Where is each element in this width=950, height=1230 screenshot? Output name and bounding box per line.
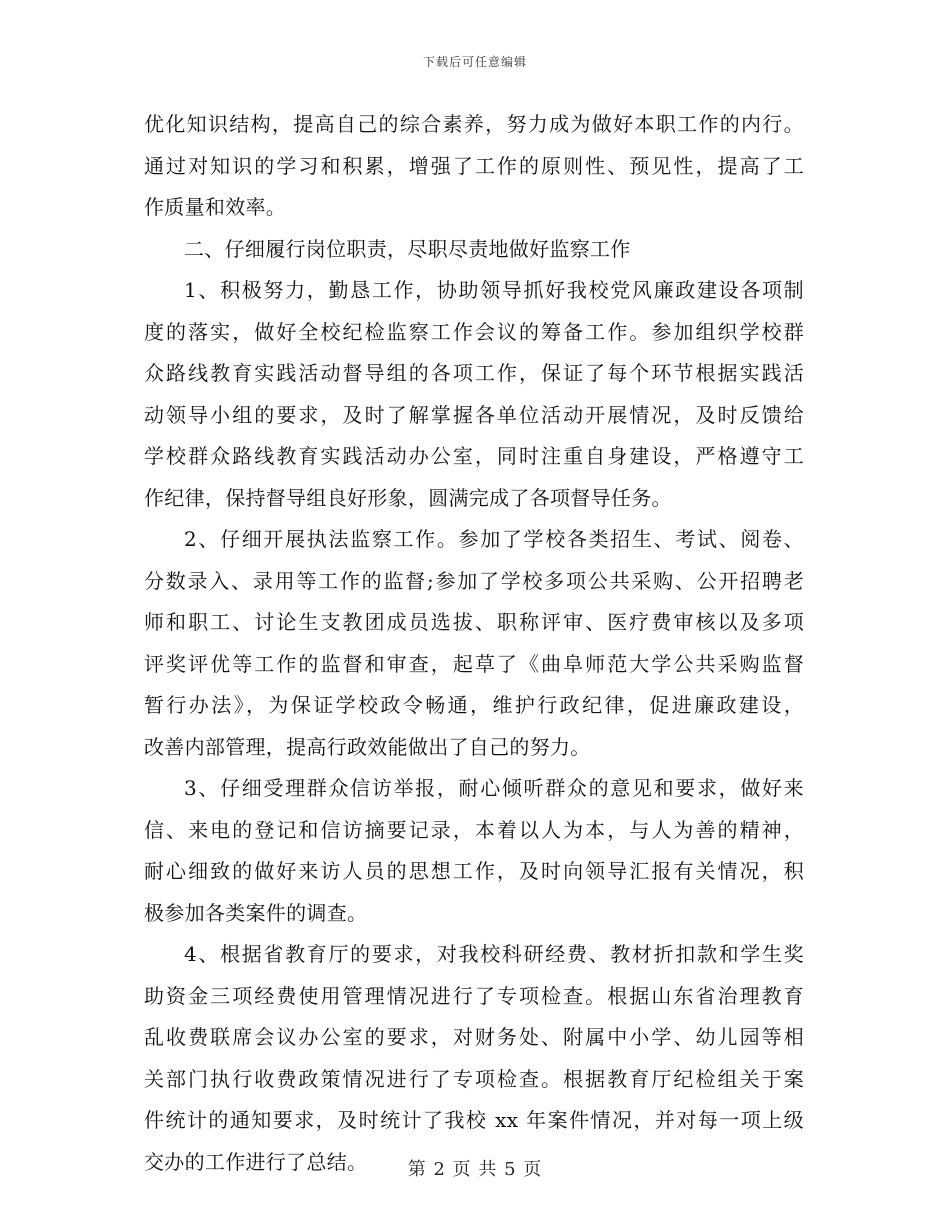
text-line: 作质量和效率。 (144, 195, 287, 219)
document-body (144, 104, 804, 1183)
page-header: 下载后可任意编辑 (422, 55, 527, 69)
text-line: 关部门执行收费政策情况进行了专项检查。根据教育厅纪检组关于案 (144, 1066, 804, 1091)
text-line: 动领导小组的要求，及时了解掌握各单位活动开展情况，及时反馈给 (144, 402, 804, 427)
text-line: 评奖评优等工作的监督和审查，起草了《曲阜师范大学公共采购监督 (144, 651, 804, 676)
text-line: 信、来电的登记和信访摘要记录，本着以人为本，与人为善的精神， (144, 817, 804, 842)
text-line: 乱收费联席会议办公室的要求，对财务处、附属中小学、幼儿园等相 (144, 1025, 804, 1049)
text-line: 众路线教育实践活动督导组的各项工作，保证了每个环节根据实践活 (144, 361, 804, 385)
text-line: 二、仔细履行岗位职责，尽职尽责地做好监察工作 (184, 236, 631, 261)
text-line: 分数录入、录用等工作的监督;参加了学校多项公共采购、公开招聘老 (144, 568, 804, 593)
text-line: 2、仔细开展执法监察工作。参加了学校各类招生、考试、阅卷、 (184, 527, 804, 551)
text-line: 改善内部管理，提高行政效能做出了自己的努力。 (144, 734, 591, 759)
text-line: 学校群众路线教育实践活动办公室，同时注重自身建设，严格遵守工 (144, 444, 804, 468)
text-line: 暂行办法》，为保证学校政令畅通，维护行政纪律，促进廉政建设， (144, 693, 804, 717)
page-footer: 第 2 页 共 5 页 (407, 1159, 543, 1180)
text-line: 作纪律，保持督导组良好形象，圆满完成了各项督导任务。 (144, 485, 672, 510)
text-line: 3、仔细受理群众信访举报，耐心倾听群众的意见和要求，做好来 (184, 776, 804, 800)
text-line: 耐心细致的做好来访人员的思想工作，及时向领导汇报有关情况，积 (144, 859, 804, 883)
text-line: 度的落实，做好全校纪检监察工作会议的筹备工作。参加组织学校群 (144, 319, 804, 344)
text-line: 交办的工作进行了总结。 (144, 1149, 368, 1174)
text-line: 极参加各类案件的调查。 (144, 900, 368, 925)
text-line: 1、积极努力，勤恳工作，协助领导抓好我校党风廉政建设各项制 (184, 278, 804, 302)
text-line: 4、根据省教育厅的要求，对我校科研经费、教材折扣款和学生奖 (184, 942, 804, 966)
text-line: 件统计的通知要求，及时统计了我校 xx 年案件情况，并对每一项上级 (144, 1108, 804, 1132)
text-line: 助资金三项经费使用管理情况进行了专项检查。根据山东省治理教育 (144, 983, 804, 1008)
text-line: 优化知识结构，提高自己的综合素养，努力成为做好本职工作的内行。 (144, 112, 804, 136)
text-line: 师和职工、讨论生支教团成员选拔、职称评审、医疗费审核以及多项 (144, 610, 804, 634)
text-line: 通过对知识的学习和积累，增强了工作的原则性、预见性，提高了工 (144, 153, 804, 178)
